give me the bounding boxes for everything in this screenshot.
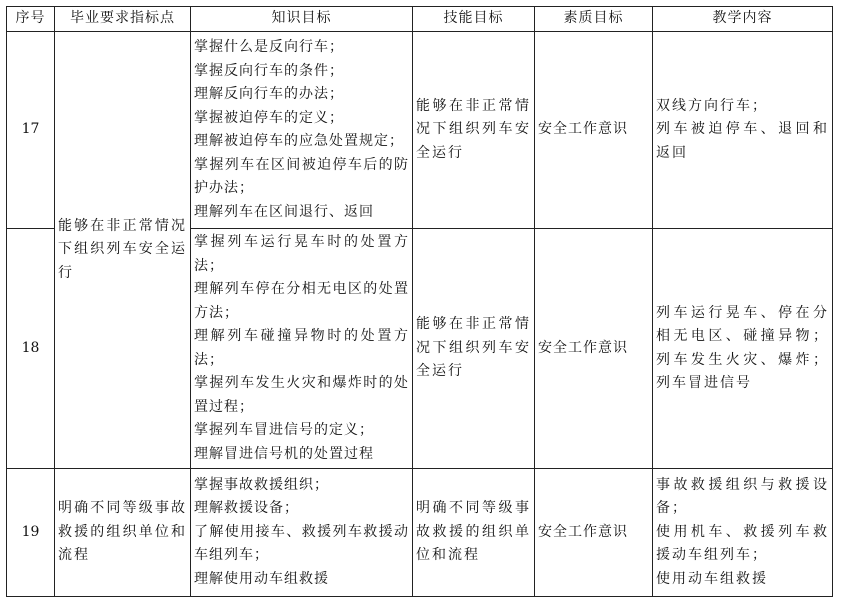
header-number: 序号: [7, 7, 55, 32]
header-quality: 素质目标: [535, 7, 653, 32]
header-requirement: 毕业要求指标点: [55, 7, 191, 32]
content-cell: 双线方向行车； 列车被迫停车、退回和返回: [653, 32, 833, 229]
row-number: 18: [7, 229, 55, 469]
skill-cell: 能够在非正常情况下组织列车安全运行: [413, 32, 535, 229]
curriculum-table: [6, 6, 833, 597]
requirement-cell: 能够在非正常情况下组织列车安全运行: [55, 32, 191, 469]
content-cell: 列车运行晃车、停在分相无电区、碰撞异物；列车发生火灾、爆炸；列车冒进信号: [653, 229, 833, 469]
quality-cell: 安全工作意识: [535, 469, 653, 597]
knowledge-cell: 掌握什么是反向行车； 掌握反向行车的条件； 理解反向行车的办法； 掌握被迫停车的定义； 理解被迫停车的应急处置规定； 掌握列车在区间被迫停车后的防护办法； 理解列车在区间退行、返回: [191, 32, 413, 229]
content-cell: 事故救援组织与救援设备； 使用机车、救援列车救援动车组列车； 使用动车组救援: [653, 469, 833, 597]
header-knowledge: 知识目标: [191, 7, 413, 32]
quality-cell: 安全工作意识: [535, 229, 653, 469]
quality-cell: 安全工作意识: [535, 32, 653, 229]
row-number: 19: [7, 469, 55, 597]
requirement-cell: 明确不同等级事故救援的组织单位和流程: [55, 469, 191, 597]
row-number: 17: [7, 32, 55, 229]
skill-cell: 明确不同等级事故救援的组织单位和流程: [413, 469, 535, 597]
table-row: [7, 32, 833, 229]
header-row: [7, 7, 833, 32]
header-content: 教学内容: [653, 7, 833, 32]
knowledge-cell: 掌握事故救援组织； 理解救援设备； 了解使用接车、救援列车救援动车组列车； 理解使用动车组救援: [191, 469, 413, 597]
header-skill: 技能目标: [413, 7, 535, 32]
table-row: [7, 469, 833, 597]
knowledge-cell: 掌握列车运行晃车时的处置方法； 理解列车停在分相无电区的处置方法； 理解列车碰撞异物时的处置方法； 掌握列车发生火灾和爆炸时的处置过程； 掌握列车冒进信号的定义； 理解冒进信号机的处置过程: [191, 229, 413, 469]
skill-cell: 能够在非正常情况下组织列车安全运行: [413, 229, 535, 469]
